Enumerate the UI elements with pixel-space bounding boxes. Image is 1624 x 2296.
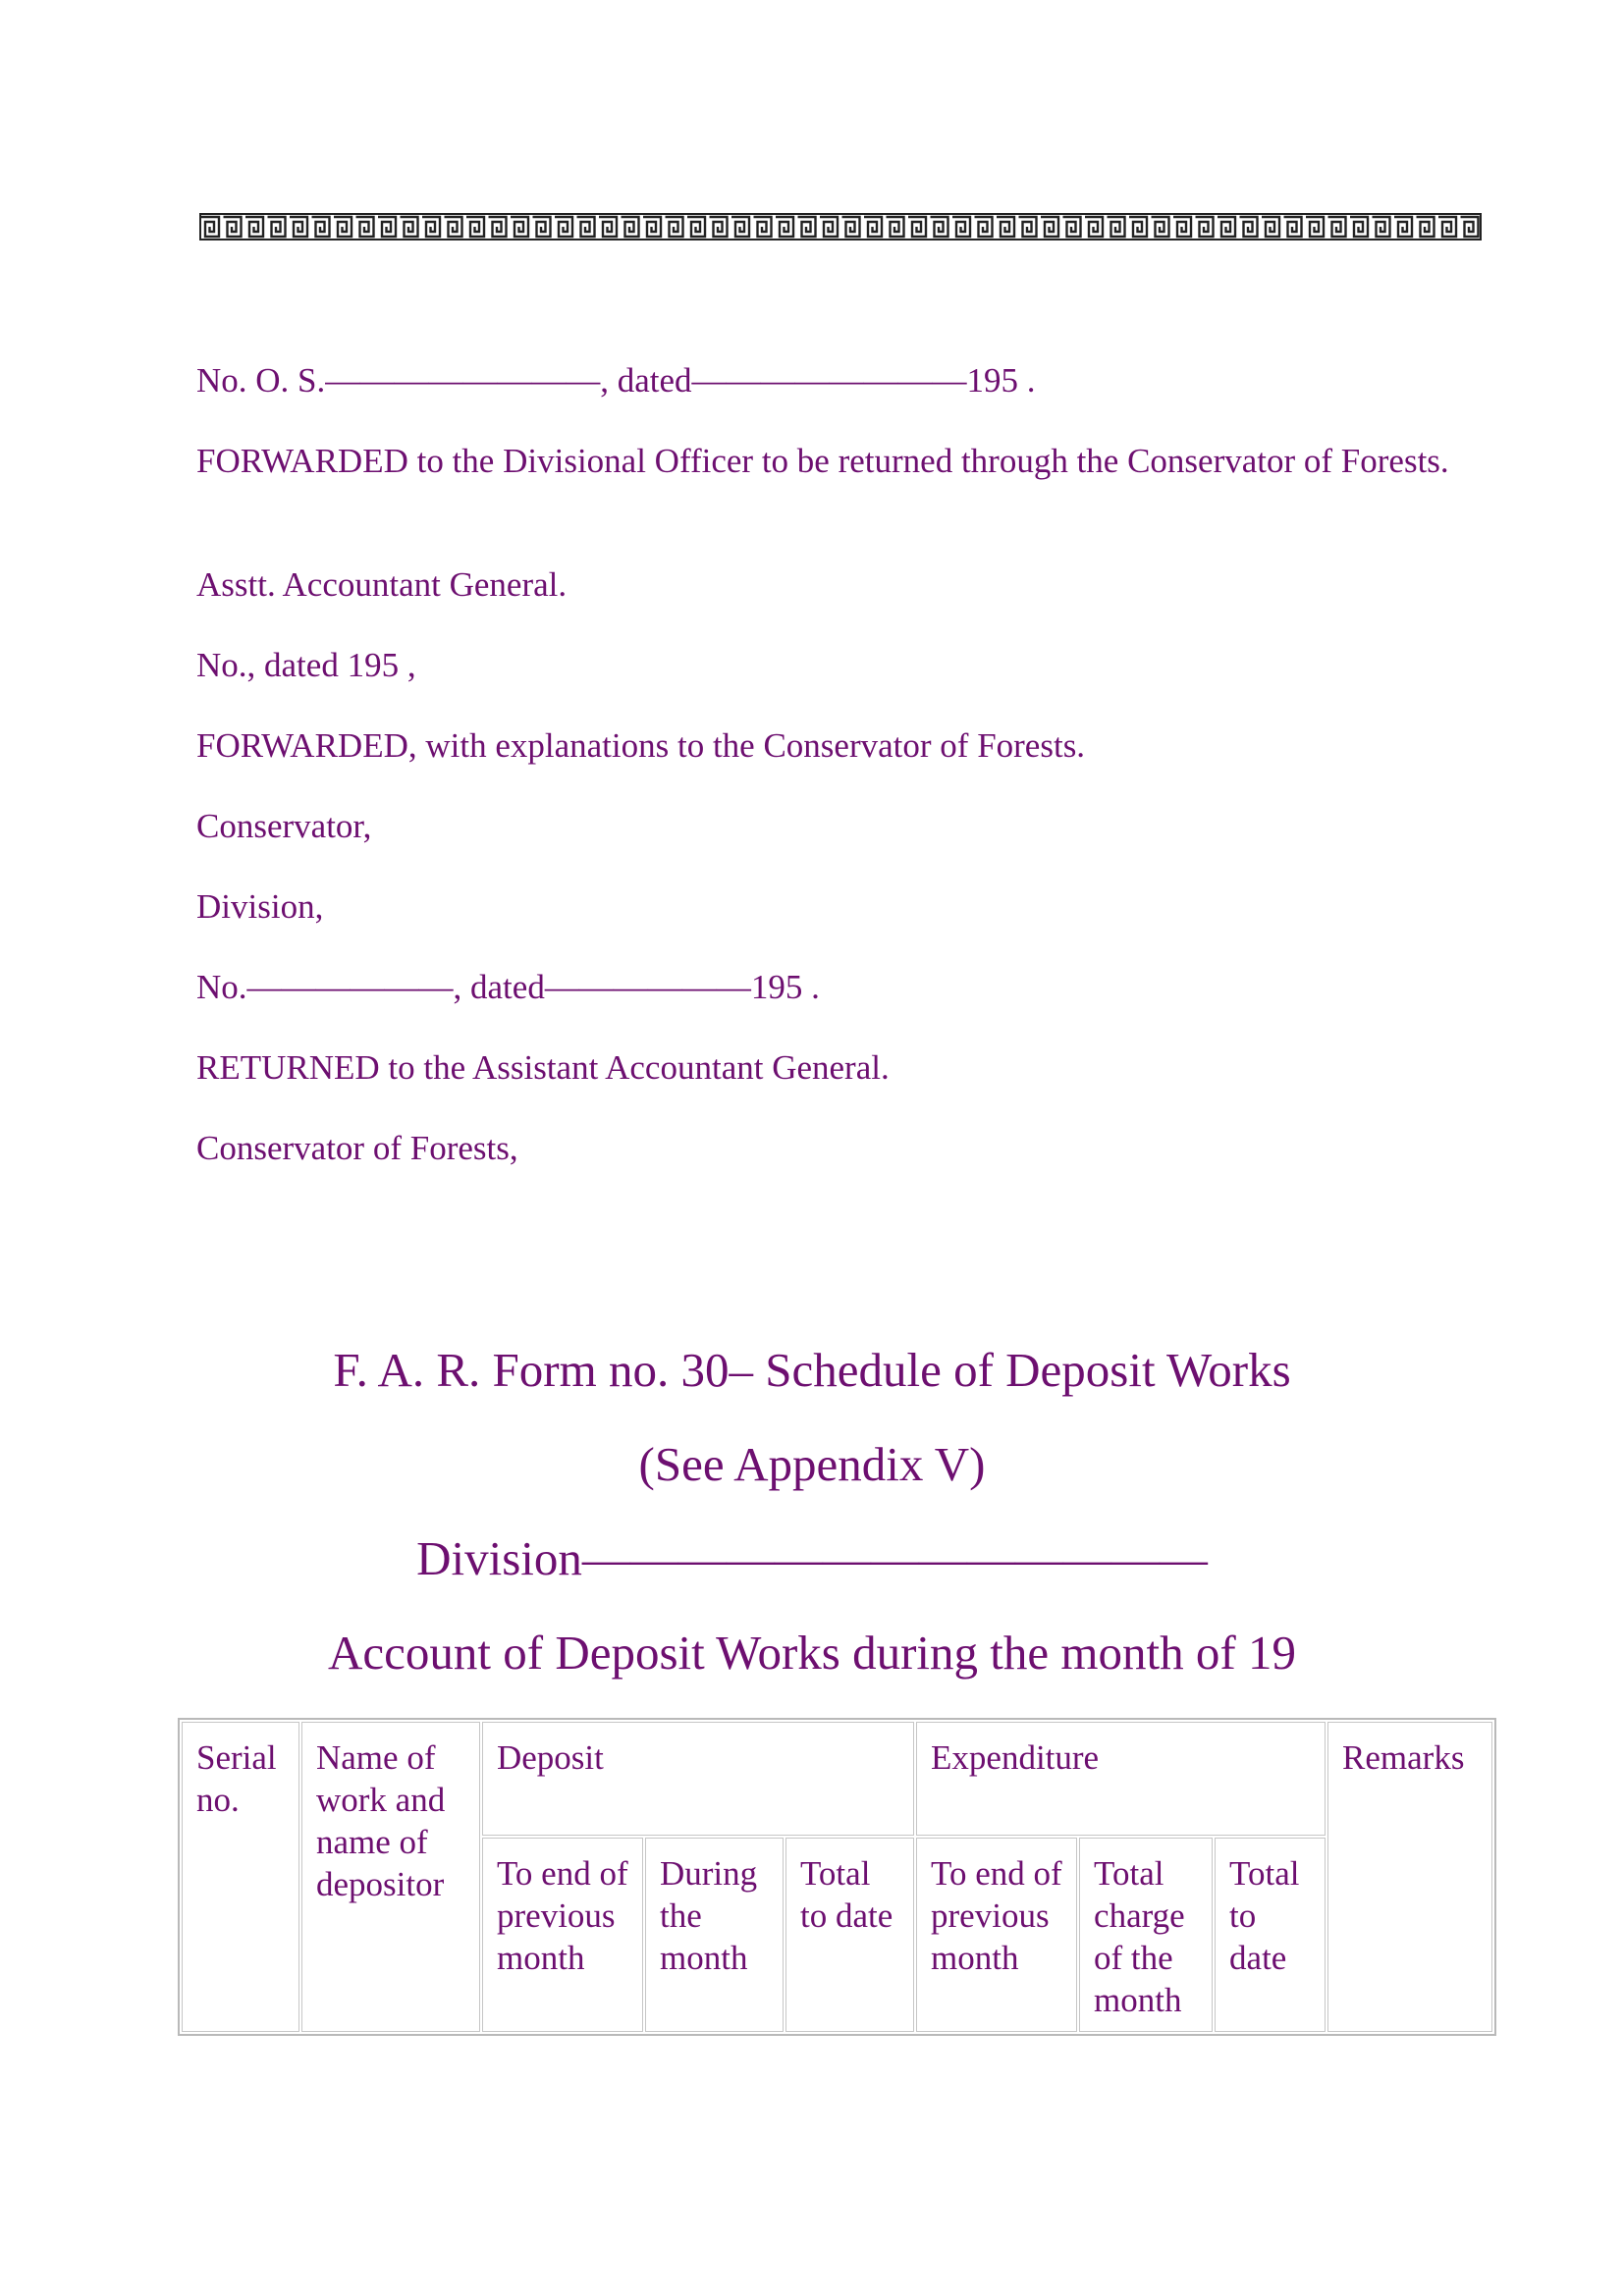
deposit-works-schedule-table <box>178 1718 1496 2036</box>
header-deposit: Deposit <box>482 1722 914 1836</box>
form-division-line: Division————————————— <box>416 1531 1208 1585</box>
decorative-greek-key-border <box>199 213 1482 240</box>
header-expenditure-to-end-of-previous-month: To end of previous month <box>916 1838 1077 2032</box>
memo-conservator: Conservator, <box>196 807 372 845</box>
header-expenditure-total-to-date: Total to date <box>1215 1838 1326 2032</box>
form-account-line: Account of Deposit Works during the month of 19 <box>328 1626 1296 1680</box>
memo-division: Division, <box>196 887 324 926</box>
memo-returned-to-assistant: RETURNED to the Assistant Accountant General. <box>196 1048 890 1087</box>
memo-conservator-of-forests: Conservator of Forests, <box>196 1129 518 1167</box>
header-name-of-work: Name of work and name of depositor <box>301 1722 480 2032</box>
header-deposit-during-the-month: During the month <box>645 1838 784 2032</box>
memo-second-reference-line: No.——————, dated——————195 . <box>196 968 820 1006</box>
memo-reference-line: No. O. S.————————, dated————————195 . <box>196 361 1036 400</box>
header-deposit-to-end-of-previous-month: To end of previous month <box>482 1838 643 2032</box>
header-deposit-total-to-date: Total to date <box>785 1838 914 2032</box>
header-remarks: Remarks <box>1327 1722 1492 2032</box>
header-serial-no: Serial no. <box>182 1722 299 2032</box>
header-expenditure: Expenditure <box>916 1722 1326 1836</box>
form-appendix-reference: (See Appendix V) <box>638 1437 986 1491</box>
header-expenditure-total-charge-of-month: Total charge of the month <box>1079 1838 1213 2032</box>
memo-forwarded-to-divisional-officer: FORWARDED to the Divisional Officer to be returned through the Conservator of Forests. <box>196 442 1449 480</box>
form-title: F. A. R. Form no. 30– Schedule of Deposit Works <box>333 1343 1291 1397</box>
memo-asstt-accountant-general: Asstt. Accountant General. <box>196 565 568 604</box>
memo-forwarded-with-explanations: FORWARDED, with explanations to the Conservator of Forests. <box>196 726 1086 765</box>
memo-number-dated: No., dated 195 , <box>196 646 416 684</box>
